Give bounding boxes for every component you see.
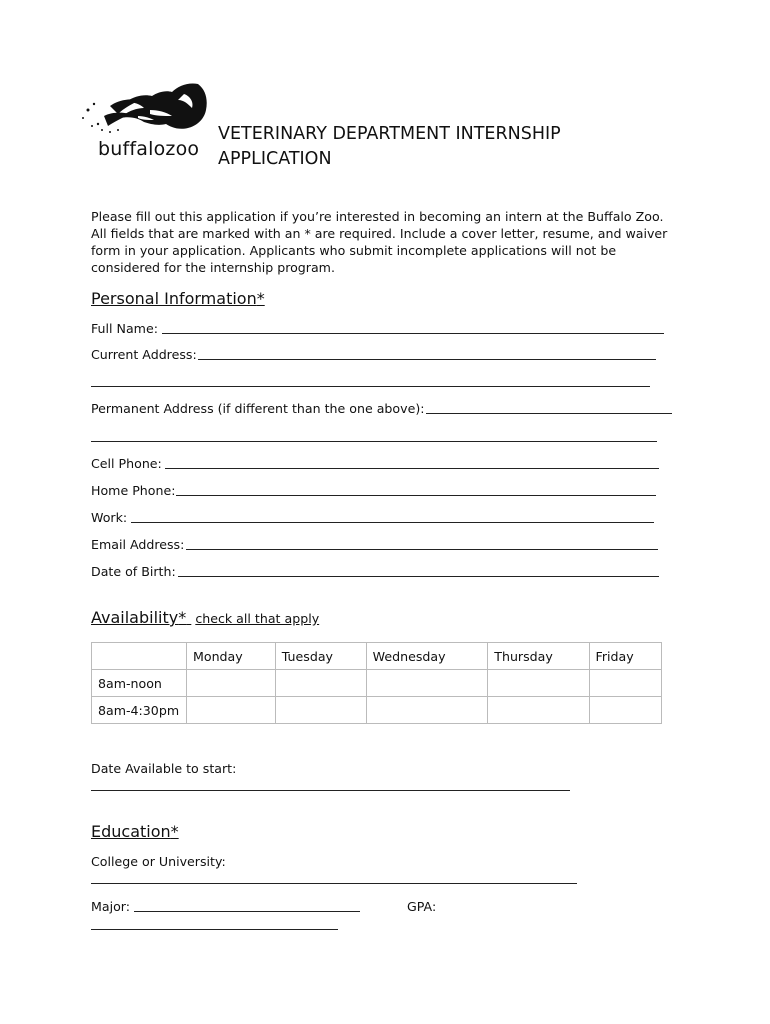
title-line-2: APPLICATION	[218, 149, 332, 169]
college-label: College or University:	[91, 854, 226, 869]
permanent-address-label: Permanent Address (if different than the one above):	[91, 401, 425, 416]
day-header: Tuesday	[275, 643, 366, 670]
home-phone-field[interactable]	[176, 495, 656, 496]
cell-phone-field[interactable]	[165, 468, 659, 469]
section-heading-text: Personal Information	[91, 289, 257, 308]
dob-label: Date of Birth:	[91, 564, 176, 579]
major-label: Major:	[91, 899, 130, 914]
intro-paragraph	[91, 208, 681, 276]
lion-mane-icon	[80, 80, 210, 142]
date-available-label: Date Available to start:	[91, 761, 237, 776]
personal-info-heading	[91, 289, 265, 308]
full-name-label: Full Name:	[91, 321, 158, 336]
gpa-field[interactable]	[91, 929, 338, 930]
day-header: Monday	[187, 643, 276, 670]
slot-label: 8am-4:30pm	[92, 697, 187, 724]
availability-cell[interactable]	[589, 670, 661, 697]
table-row	[92, 697, 662, 724]
intro-line: Please fill out this application if you’re interested in becoming an intern at the Buffalo Zoo.	[91, 209, 664, 224]
required-star: *	[170, 822, 179, 841]
intro-line: form in your application. Applicants who submit incomplete applications will not be	[91, 243, 617, 258]
required-star: *	[178, 608, 187, 627]
work-phone-field[interactable]	[131, 522, 654, 523]
current-address-field-line2[interactable]	[91, 386, 650, 387]
availability-cell[interactable]	[275, 697, 366, 724]
day-header: Wednesday	[366, 643, 488, 670]
availability-heading	[91, 608, 319, 627]
intro-line: All fields that are marked with an * are required. Include a cover letter, resume, and waiver	[91, 226, 668, 241]
title-line-1: VETERINARY DEPARTMENT INTERNSHIP	[218, 124, 561, 144]
intro-line: considered for the internship program.	[91, 260, 335, 275]
availability-cell[interactable]	[488, 670, 589, 697]
cell-phone-label: Cell Phone:	[91, 456, 162, 471]
availability-cell[interactable]	[275, 670, 366, 697]
availability-cell[interactable]	[366, 697, 488, 724]
home-phone-label: Home Phone:	[91, 483, 176, 498]
permanent-address-field[interactable]	[426, 413, 672, 414]
day-header: Thursday	[488, 643, 589, 670]
full-name-field[interactable]	[162, 333, 664, 334]
day-header: Friday	[589, 643, 661, 670]
college-field[interactable]	[91, 883, 577, 884]
required-star: *	[256, 289, 265, 308]
availability-cell[interactable]	[366, 670, 488, 697]
page-title	[218, 122, 561, 172]
slot-label: 8am-noon	[92, 670, 187, 697]
email-label: Email Address:	[91, 537, 185, 552]
buffalo-zoo-logo	[80, 80, 210, 165]
section-heading-text: Availability	[91, 608, 179, 627]
gpa-label: GPA:	[407, 899, 437, 914]
availability-table	[91, 642, 662, 724]
major-field[interactable]	[134, 911, 360, 912]
date-available-field[interactable]	[91, 790, 570, 791]
table-row	[92, 670, 662, 697]
permanent-address-field-line2[interactable]	[91, 441, 657, 442]
dob-field[interactable]	[178, 576, 659, 577]
availability-note: check all that apply	[195, 611, 320, 626]
table-corner-cell	[92, 643, 187, 670]
table-header-row	[92, 643, 662, 670]
email-field[interactable]	[186, 549, 658, 550]
logo-wordmark: buffalozoo	[98, 138, 200, 160]
section-heading-text: Education	[91, 822, 171, 841]
availability-cell[interactable]	[589, 697, 661, 724]
availability-cell[interactable]	[187, 697, 276, 724]
availability-cell[interactable]	[488, 697, 589, 724]
availability-cell[interactable]	[187, 670, 276, 697]
work-label: Work:	[91, 510, 128, 525]
current-address-field[interactable]	[198, 359, 656, 360]
current-address-label: Current Address:	[91, 347, 197, 362]
education-heading	[91, 822, 179, 841]
